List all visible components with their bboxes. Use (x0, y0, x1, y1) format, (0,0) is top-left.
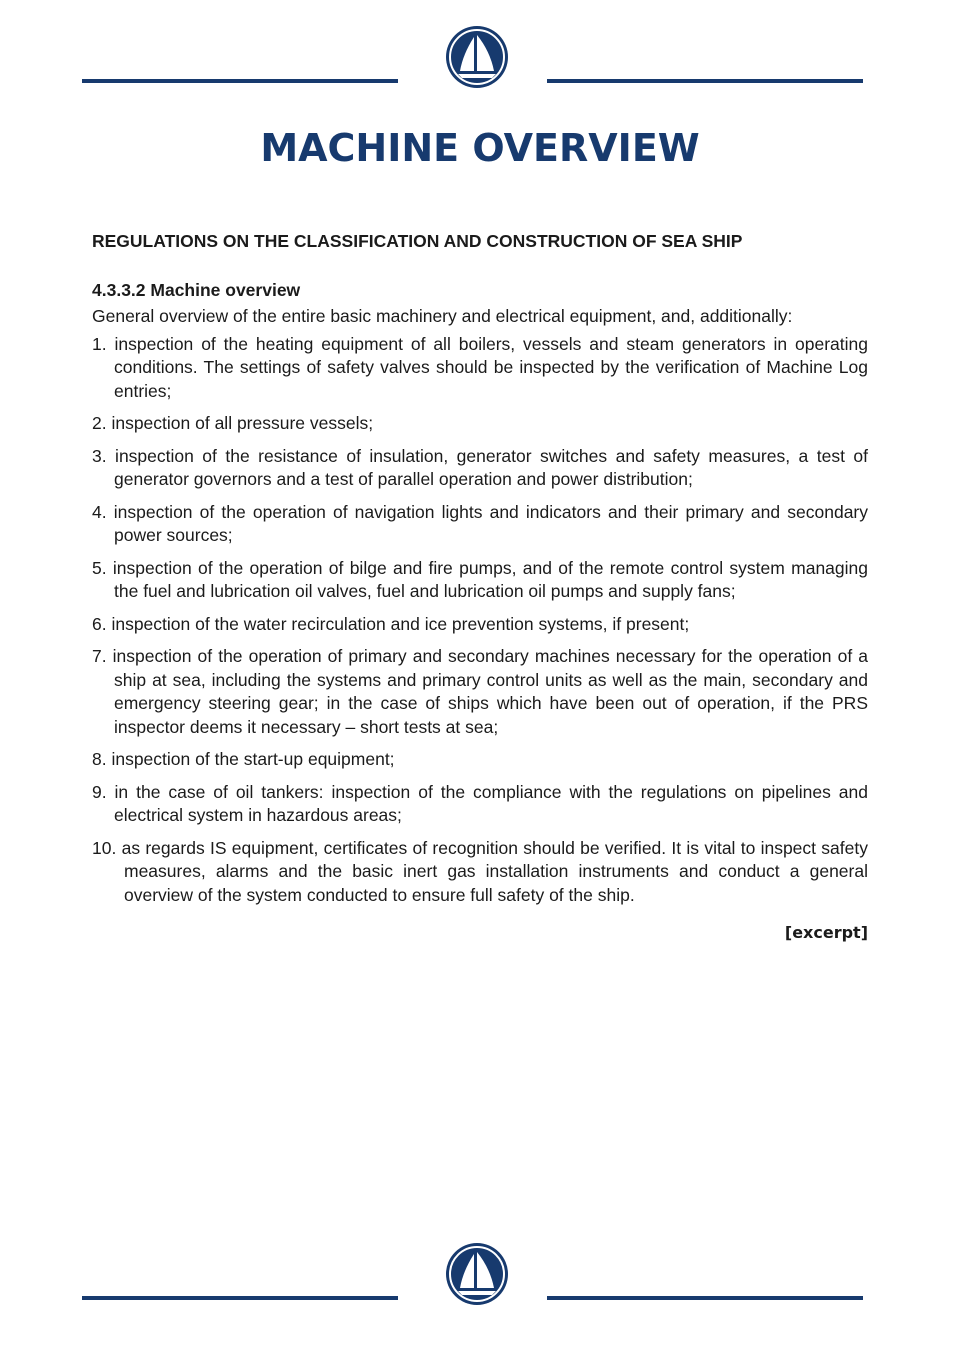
list-item: 2. inspection of all pressure vessels; (92, 413, 374, 433)
list-item: 5. inspection of the operation of bilge and fire pumps, and of the remote control system managing the fuel and lubrication oil valves, fuel and lubrication oil pumps and supply fans; (92, 557, 868, 601)
section-heading: REGULATIONS ON THE CLASSIFICATION AND CONSTRUCTION OF SEA SHIP (92, 231, 743, 251)
footer-rule-right (547, 1296, 863, 1300)
header-rule-left (82, 79, 398, 83)
intro-paragraph: General overview of the entire basic machinery and electrical equipment, and, additionally: (92, 306, 793, 326)
inspection-list (92, 333, 868, 908)
subheading: 4.3.3.2 Machine overview (92, 279, 301, 300)
footer-rule-left (82, 1296, 398, 1300)
sailboat-icon (444, 1241, 510, 1307)
header-rule-right (547, 79, 863, 83)
list-item: 6. inspection of the water recirculation and ice prevention systems, if present; (92, 613, 690, 634)
document-body (92, 230, 868, 945)
list-item: 7. inspection of the operation of primary and secondary machines necessary for the operation of a ship at sea, including the systems and primary control units as well as the main, secondary and emergency steering gear; in the case of ships which have been out of operation, if the PRS inspector deems it necessary – short tests at sea; (92, 646, 868, 737)
list-item: 3. inspection of the resistance of insulation, generator switches and safety measures, a test of generator governors and a test of parallel operation and power distribution; (92, 445, 868, 489)
list-item: 9. in the case of oil tankers: inspection of the compliance with the regulations on pipelines and electrical system in hazardous areas; (92, 781, 868, 825)
sailboat-icon (444, 24, 510, 90)
page-title: MACHINE OVERVIEW (260, 126, 700, 170)
list-item: 4. inspection of the operation of navigation lights and indicators and their primary and secondary power sources; (92, 501, 868, 545)
excerpt-label: [excerpt] (784, 923, 868, 942)
list-item: 10. as regards IS equipment, certificates of recognition should be verified. It is vital to inspect safety measures, alarms and the basic inert gas installation instruments and conduct a general overview of the system conducted to ensure full safety of the ship. (92, 837, 868, 905)
list-item: 8. inspection of the start-up equipment; (92, 749, 395, 769)
list-item: 1. inspection of the heating equipment of all boilers, vessels and steam generators in operating conditions. The settings of safety valves should be inspected by the verification of Machine Log entries; (92, 333, 868, 401)
